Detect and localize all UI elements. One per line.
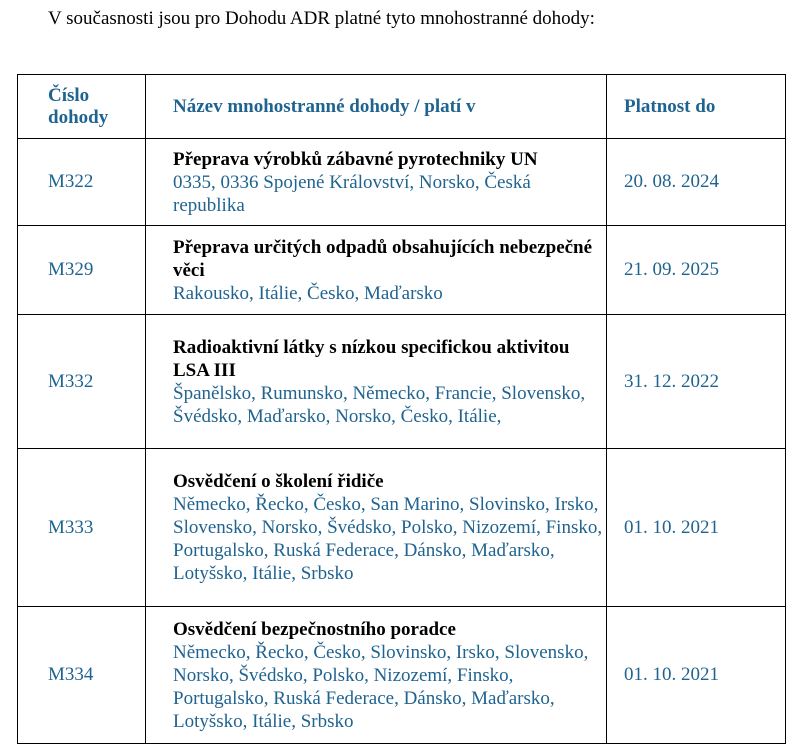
agreement-title: Osvědčení bezpečnostního poradce xyxy=(173,618,456,640)
agreement-number: M329 xyxy=(18,226,146,315)
agreement-number: M333 xyxy=(18,449,146,607)
agreement-description xyxy=(146,315,607,449)
validity-date: 21. 09. 2025 xyxy=(607,226,786,315)
validity-date: 20. 08. 2024 xyxy=(607,139,786,226)
agreement-title: Osvědčení o školení řidiče xyxy=(173,471,384,492)
agreement-number: M332 xyxy=(18,315,146,449)
validity-date: 31. 12. 2022 xyxy=(607,315,786,449)
agreement-description xyxy=(146,449,607,607)
header-agreement-name: Název mnohostranné dohody / platí v xyxy=(146,75,607,139)
header-agreement-number: Číslo dohody xyxy=(18,75,146,139)
agreement-number: M334 xyxy=(18,607,146,744)
agreement-details: 0335, 0336 Spojené Království, Norsko, Česká republika xyxy=(173,171,531,216)
agreement-description xyxy=(146,226,607,315)
table-row xyxy=(18,139,786,226)
agreement-details: Rakousko, Itálie, Česko, Maďarsko xyxy=(173,282,443,304)
table-row xyxy=(18,226,786,315)
table-row xyxy=(18,315,786,449)
agreements-table xyxy=(17,74,786,744)
agreement-number: M322 xyxy=(18,139,146,226)
table-row xyxy=(18,449,786,607)
agreement-details: Německo, Řecko, Česko, San Marino, Slovinsko, Irsko, Slovensko, Norsko, Švédsko, Polsko, Nizozemí, Finsko, Portugalsko, Ruská Federace, Dánsko, Maďarsko, Lotyšsko, Itálie, Srbsko xyxy=(173,494,603,584)
table-row xyxy=(18,607,786,744)
agreement-description xyxy=(146,139,607,226)
validity-date: 01. 10. 2021 xyxy=(607,449,786,607)
agreement-title: Radioaktivní látky s nízkou specifickou aktivitou LSA III xyxy=(173,336,570,381)
agreement-details: Německo, Řecko, Česko, Slovinsko, Irsko, Slovensko, Norsko, Švédsko, Polsko, Nizozemí, Finsko, Portugalsko, Ruská Federace, Dánsko, Maďarsko, Lotyšsko, Itálie, Srbsko xyxy=(173,641,589,732)
intro-text: V současnosti jsou pro Dohodu ADR platné tyto mnohostranné dohody: xyxy=(48,8,595,29)
table-header-row xyxy=(18,75,786,139)
validity-date: 01. 10. 2021 xyxy=(607,607,786,744)
agreement-description xyxy=(146,607,607,744)
agreement-details: Španělsko, Rumunsko, Německo, Francie, Slovensko, Švédsko, Maďarsko, Norsko, Česko, Itálie, xyxy=(173,382,586,427)
agreement-title: Přeprava určitých odpadů obsahujících nebezpečné věci xyxy=(173,236,593,281)
agreement-title: Přeprava výrobků zábavné pyrotechniky UN xyxy=(173,148,538,170)
header-validity: Platnost do xyxy=(607,75,786,139)
